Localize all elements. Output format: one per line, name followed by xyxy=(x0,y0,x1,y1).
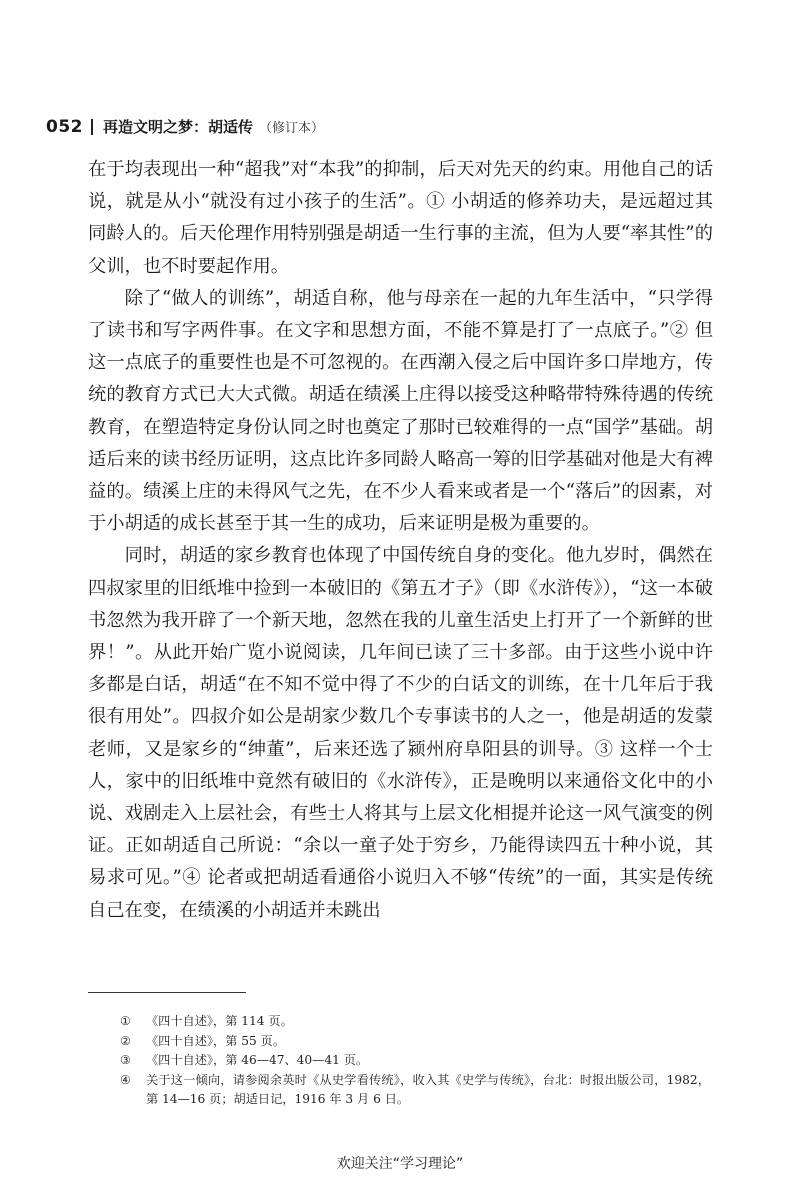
footnote xyxy=(120,1071,710,1110)
paragraph: 除了“做人的训练”，胡适自称，他与母亲在一起的九年生活中，“只学得了读书和写字两件事。在文字和思想方面，不能不算是打了一点底子。”② 但这一点底子的重要性也是不可忽视的。在西潮入侵之后中国许多口岸地方，传统的教育方式已大大式微。胡适在绩溪上庄得以接受这种略带特殊待遇的传统教育，在塑造特定身份认同之时也奠定了那时已较难得的一点“国学”基础。胡适后来的读书经历证明，这点比许多同龄人略高一筹的旧学基础对他是大有裨益的。绩溪上庄的未得风气之先，在不少人看来或者是一个“落后”的因素，对于小胡适的成长甚至于其一生的成功，后来证明是极为重要的。 xyxy=(88,287,713,535)
footnote-mark: ④ xyxy=(120,1072,131,1087)
footnote-text: 《四十自述》，第 114 页。 xyxy=(146,1014,293,1028)
footnote-mark: ② xyxy=(120,1033,131,1048)
footnote-divider xyxy=(88,992,246,993)
footnote xyxy=(120,1051,710,1071)
body-text xyxy=(88,154,713,927)
book-title: 再造文明之梦：胡适传 xyxy=(103,118,254,136)
footnote-text: 《四十自述》，第 55 页。 xyxy=(146,1033,286,1048)
edition-label: （修订本） xyxy=(259,121,325,136)
paragraph: 在于均表现出一种“超我”对“本我”的抑制，后天对先天的约束。用他自己的话说，就是从小“就没有过小孩子的生活”。① 小胡适的修养功夫，是远超过其同龄人的。后天伦理作用特别强是胡适一生行事的主流，但为人要“率其性”的父训，也不时要起作用。 xyxy=(88,159,713,277)
page-number: 052 xyxy=(46,116,83,137)
footnotes xyxy=(120,1012,710,1110)
footnote-text: 《四十自述》，第 46—47、40—41 页。 xyxy=(146,1053,369,1067)
footnote-mark: ① xyxy=(120,1014,131,1028)
footnote xyxy=(120,1032,710,1052)
footnote-text: 关于这一倾向，请参阅余英时《从史学看传统》，收入其《史学与传统》，台北：时报出版公司，1982，第 14—16 页；胡适日记，1916 年 3 月 6 日。 xyxy=(146,1072,710,1106)
footnote xyxy=(120,1012,710,1032)
paragraph: 同时，胡适的家乡教育也体现了中国传统自身的变化。他九岁时，偶然在四叔家里的旧纸堆中捡到一本破旧的《第五才子》（即《水浒传》），“这一本破书忽然为我开辟了一个新天地，忽然在我的儿童生活史上打开了一个新鲜的世界！”。从此开始广览小说阅读，几年间已读了三十多部。由于这些小说中许多都是白话，胡适“在不知不觉中得了不少的白话文的训练，在十几年后于我很有用处”。四叔介如公是胡家少数几个专事读书的人之一，他是胡适的发蒙老师，又是家乡的“绅董”，后来还选了颍州府阜阳县的训导。③ 这样一个士人，家中的旧纸堆中竟然有破旧的《水浒传》，正是晚明以来通俗文化中的小说、戏剧走入上层社会，有些士人将其与上层文化相提并论这一风气演变的例证。正如胡适自己所说：“余以一童子处于穷乡，乃能得读四五十种小说，其易求可见。”④ 论者或把胡适看通俗小说归入不够“传统”的一面，其实是传统自己在变，在绩溪的小胡适并未跳出 xyxy=(88,545,713,921)
footer-text: 欢迎关注“学习理论” xyxy=(336,1156,464,1172)
running-header xyxy=(46,116,324,137)
footnote-mark: ③ xyxy=(120,1053,131,1067)
header-divider xyxy=(91,119,93,135)
